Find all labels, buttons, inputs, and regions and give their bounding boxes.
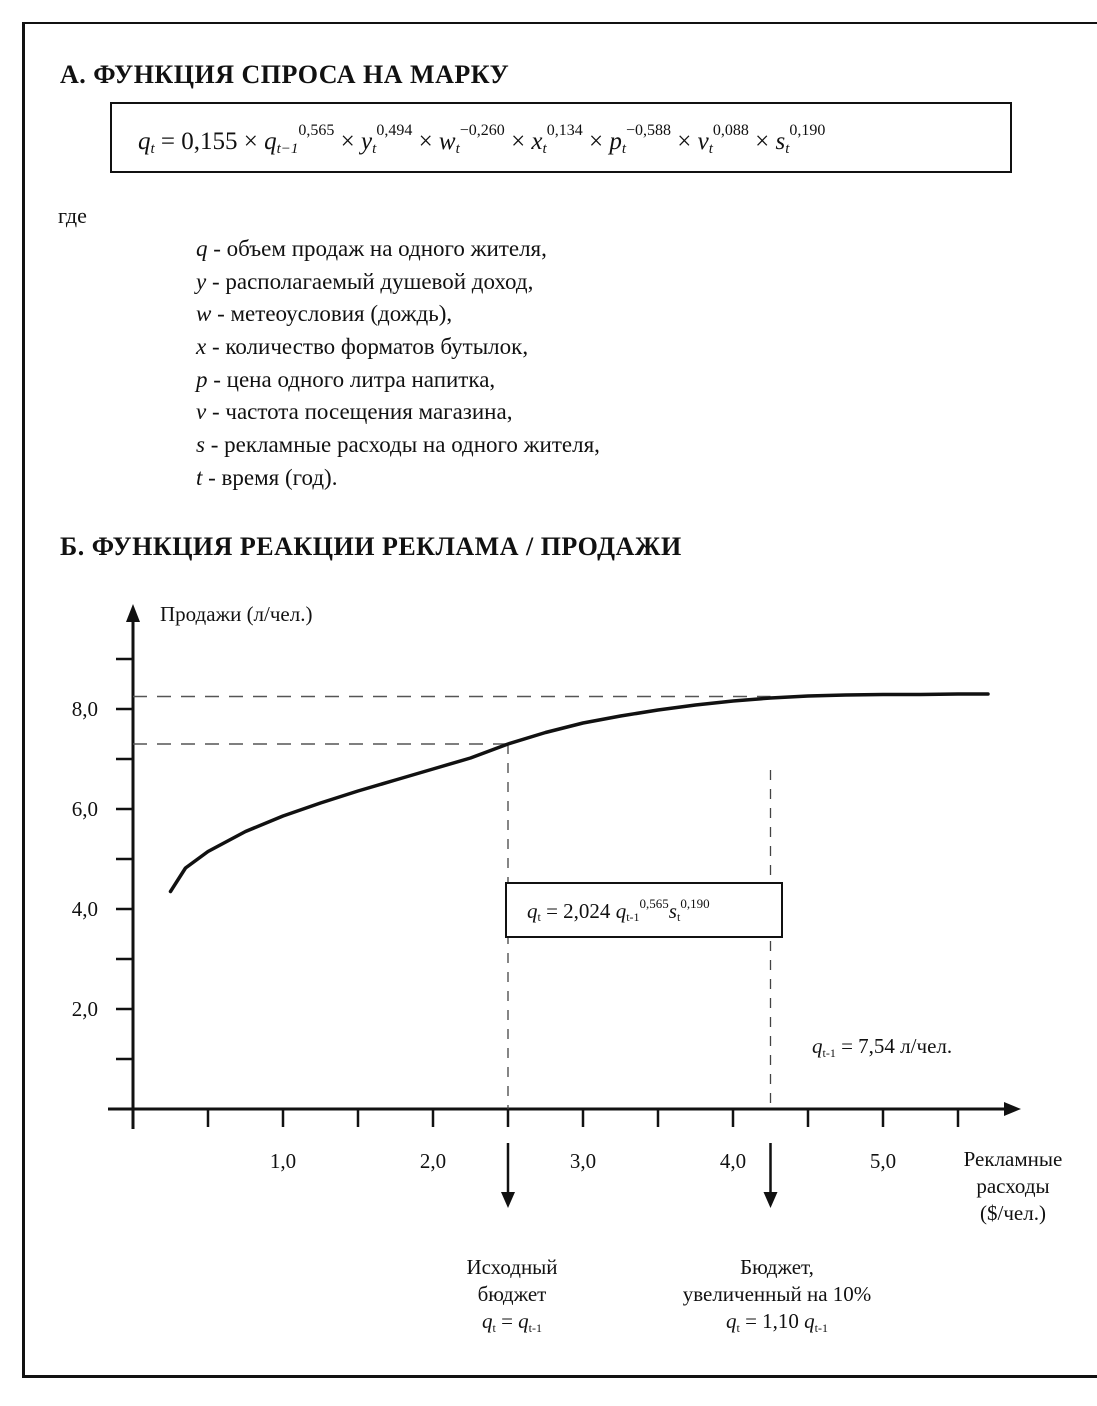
- response-equation-box: [505, 882, 783, 938]
- formula-term-exp: −0,588: [625, 122, 672, 139]
- x-axis-label-line: Рекламные: [963, 1147, 1063, 1171]
- formula-equals: = 0,155 ×: [160, 128, 258, 155]
- variable-symbol: v: [196, 399, 207, 425]
- variable-description: - объем продаж на одного жителя,: [207, 236, 547, 261]
- formula-term-var: w: [438, 128, 456, 155]
- formula-lhs-sub: t: [150, 141, 155, 157]
- variable-description: - метеоусловия (дождь),: [211, 301, 453, 327]
- prev-var: q: [812, 1034, 823, 1058]
- formula-term-var: p: [609, 128, 622, 155]
- formula-term-var: q: [264, 128, 277, 155]
- variable-description: - количество форматов бутылок,: [206, 334, 529, 360]
- formula-term-var: v: [697, 128, 709, 155]
- y-tick-label: 2,0: [71, 997, 98, 1021]
- variable-description: - частота посещения магазина,: [206, 399, 513, 425]
- eq-lhs-sub: t: [537, 910, 541, 924]
- caption-increased-budget: [652, 1254, 902, 1338]
- y-tick-label: 6,0: [71, 797, 98, 821]
- x-tick-label: 5,0: [869, 1149, 897, 1173]
- heading-response-function: Б. ФУНКЦИЯ РЕАКЦИИ РЕКЛАМА / ПРОДАЖИ: [60, 532, 682, 561]
- formula-times: ×: [671, 128, 698, 155]
- variable-description: - рекламные расходы на одного жителя,: [204, 432, 600, 458]
- eq-s-sub: t: [676, 910, 681, 924]
- variable-description: - время (год).: [202, 464, 338, 490]
- previous-sales-note: [812, 1034, 952, 1059]
- formula-term-exp: 0,088: [712, 122, 749, 139]
- formula-term-sub: t: [542, 141, 547, 157]
- eq-middle: = 2,024: [540, 899, 616, 923]
- caption-budget-eq-mid: = 1,10: [739, 1309, 805, 1333]
- heading-demand-function: А. ФУНКЦИЯ СПРОСА НА МАРКУ: [60, 60, 510, 89]
- x-tick-label: 2,0: [419, 1149, 447, 1173]
- formula-times: ×: [504, 128, 532, 155]
- formula-times: ×: [582, 128, 610, 155]
- variable-symbol: x: [196, 334, 207, 360]
- formula-term-exp: 0,494: [376, 122, 413, 139]
- caption-budget-eq-l-sub: t: [736, 1321, 740, 1335]
- formula-term-sub: t: [708, 141, 713, 157]
- eq-s-var: s: [668, 899, 677, 923]
- caption-budget-eq-r-sub: t-1: [814, 1321, 829, 1335]
- variable-symbol: t: [196, 464, 203, 490]
- caption-budget-eq: [652, 1308, 902, 1338]
- formula-term-sub: t: [621, 141, 626, 157]
- variable-symbol: y: [196, 268, 207, 294]
- y-tick-label: 8,0: [71, 697, 98, 721]
- caption-budget-eq-r: q: [804, 1309, 815, 1333]
- caption-budget-eq-l: q: [725, 1309, 737, 1333]
- x-tick-label: 4,0: [719, 1149, 747, 1173]
- formula-term-exp: −0,260: [459, 122, 505, 139]
- variable-symbol: s: [196, 432, 205, 458]
- caption-initial-eq-r: q: [518, 1309, 529, 1333]
- variable-symbol: p: [196, 366, 208, 392]
- y-tick-label: 4,0: [71, 897, 98, 921]
- eq-s-exp: 0,190: [680, 896, 710, 911]
- caption-initial-eq-l-sub: t: [492, 1321, 496, 1335]
- formula-term-sub: t: [785, 141, 790, 157]
- variable-description: - располагаемый душевой доход,: [206, 268, 534, 294]
- eq-q-var: q: [615, 899, 627, 923]
- formula-times: ×: [334, 128, 362, 155]
- y-axis-label: Продажи (л/чел.): [160, 602, 313, 626]
- formula-term-var: s: [775, 128, 786, 155]
- formula-times: ×: [748, 128, 776, 155]
- variable-symbol: q: [196, 236, 208, 261]
- formula-times: ×: [412, 128, 439, 155]
- caption-initial-line2: бюджет: [477, 1282, 547, 1306]
- caption-initial-eq-mid: =: [495, 1309, 519, 1333]
- caption-initial-eq-l: q: [481, 1309, 493, 1333]
- x-axis-label-line: расходы: [976, 1174, 1050, 1198]
- formula-term-sub: t: [372, 141, 377, 157]
- formula-term-sub: t−1: [276, 141, 299, 157]
- variable-symbol: w: [196, 301, 212, 327]
- x-axis-label-line: ($/чел.): [980, 1201, 1046, 1225]
- formula-term-var: x: [531, 128, 543, 155]
- eq-lhs: q: [527, 899, 538, 923]
- x-tick-label: 3,0: [569, 1149, 597, 1173]
- where-label: где: [58, 203, 87, 228]
- formula-term-exp: 0,190: [789, 122, 826, 139]
- response-curve: [171, 694, 989, 892]
- budget-arrow-icon: [764, 1192, 778, 1208]
- caption-budget-line2: увеличенный на 10%: [682, 1282, 872, 1306]
- eq-q-sub: t-1: [626, 910, 640, 924]
- prev-sub: t-1: [822, 1046, 836, 1060]
- caption-initial-budget: [452, 1254, 572, 1338]
- y-axis-arrow-icon: [126, 604, 140, 622]
- caption-initial-eq: [452, 1308, 572, 1338]
- prev-text: = 7,54 л/чел.: [835, 1034, 953, 1058]
- formula-term-exp: 0,134: [546, 122, 583, 139]
- x-axis-arrow-icon: [1004, 1102, 1021, 1116]
- budget-arrow-icon: [501, 1192, 515, 1208]
- x-tick-label: 1,0: [269, 1149, 297, 1173]
- eq-q-exp: 0,565: [639, 896, 669, 911]
- formula-term-exp: 0,565: [298, 122, 335, 139]
- formula-term-sub: t: [455, 141, 460, 157]
- formula-term-var: y: [361, 128, 373, 155]
- formula-lhs: q: [138, 128, 151, 155]
- caption-initial-line1: Исходный: [466, 1255, 558, 1279]
- caption-budget-line1: Бюджет,: [740, 1255, 814, 1279]
- variable-description: - цена одного литра напитка,: [207, 366, 496, 392]
- response-equation: [527, 896, 710, 924]
- caption-initial-eq-r-sub: t-1: [528, 1321, 543, 1335]
